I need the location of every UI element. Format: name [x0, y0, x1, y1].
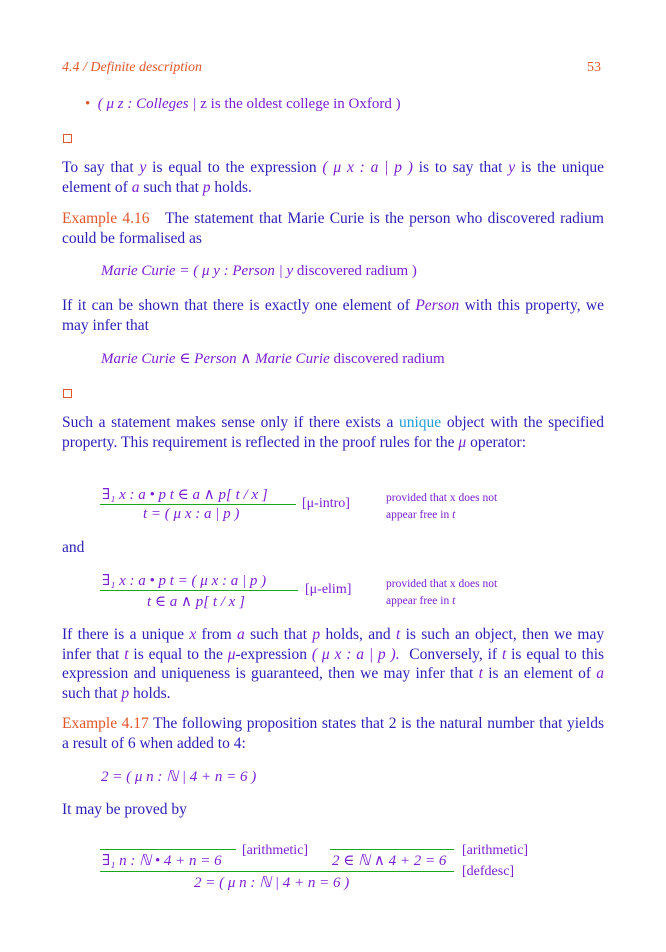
- inference-line: [100, 590, 298, 591]
- rule-name: [μ-elim]: [305, 582, 352, 597]
- display-equation-1: Marie Curie = ( μ y : Person | y discovered radium ): [101, 263, 417, 279]
- bullet-item: [85, 96, 401, 113]
- display-equation-3: 2 = ( μ n : ℕ | 4 + n = 6 ): [101, 769, 257, 785]
- section-number: 4.4: [62, 60, 80, 75]
- page-number: 53: [587, 60, 601, 75]
- inference-line: [100, 504, 296, 505]
- rule-name: [μ-intro]: [302, 496, 350, 511]
- rule-conclusion: t ∈ a ∧ p[ t / x ]: [147, 594, 245, 610]
- proof-conclusion: 2 = ( μ n : ℕ | 4 + n = 6 ): [194, 875, 350, 891]
- left-premise: ∃₁ n : ℕ • 4 + n = 6: [102, 853, 222, 869]
- end-of-example-mark: [63, 134, 72, 143]
- section-title: Definite description: [90, 60, 202, 75]
- rule-name: [arithmetic]: [462, 843, 529, 858]
- inference-line: [100, 849, 236, 850]
- example-4-16: [62, 209, 604, 248]
- running-header: [62, 60, 202, 76]
- rule-name: [arithmetic]: [242, 843, 309, 858]
- example-label: Example 4.16: [62, 210, 150, 227]
- inference-line: [100, 871, 454, 872]
- bullet-text: z is the oldest college in Oxford ): [200, 96, 401, 112]
- highlighted-term: unique: [398, 414, 442, 431]
- bullet-expression: ( μ z : Colleges |: [97, 96, 197, 112]
- example-4-17: [62, 714, 604, 753]
- proved-by-text: It may be proved by: [62, 801, 187, 818]
- paragraph-uniqueness: Such a statement makes sense only if there exists a unique object with the specified property. This requirement is reflected in the proof rules for the μ operator:: [62, 414, 605, 451]
- rule-premise: ∃₁ x : a • p t = ( μ x : a | p ): [102, 573, 267, 589]
- paragraph-intro: To say that y is equal to the expression ( μ x : a | p ) is to say that y is the unique element of a such that p holds.: [62, 159, 605, 196]
- right-premise: 2 ∈ ℕ ∧ 4 + 2 = 6: [332, 853, 447, 869]
- inference-line: [330, 849, 454, 850]
- rule-conclusion: t = ( μ x : a | p ): [143, 506, 240, 522]
- bullet-icon: •: [85, 96, 91, 112]
- rule-premise: ∃₁ x : a • p t ∈ a ∧ p[ t / x ]: [102, 487, 268, 503]
- example-text: The statement that Marie Curie is the person who discovered radium could be formalised as: [62, 210, 604, 247]
- end-of-example-mark: [63, 389, 72, 398]
- connective-and: and: [62, 539, 85, 556]
- header-separator: /: [83, 60, 87, 75]
- example-text: The following proposition states that 2 is the natural number that yields a result of 6 when added to 4:: [62, 715, 604, 752]
- paragraph-rule-explanation: If there is a unique x from a such that p holds, and t is such an object, then we may infer that t is equal to the μ-expression ( μ x : a | p ). Conversely, if t is equal to this expression and uniqueness is guaranteed, then we may infer that t is an element of a such that p holds.: [62, 626, 605, 702]
- rule-name: [defdesc]: [462, 864, 515, 879]
- display-equation-2: Marie Curie ∈ Person ∧ Marie Curie discovered radium: [101, 351, 445, 367]
- paragraph-after-example: If it can be shown that there is exactly one element of Person with this property, we may infer that: [62, 297, 605, 334]
- example-label: Example 4.17: [62, 715, 149, 732]
- rule-proviso: provided that x does not appear free in t: [386, 492, 498, 521]
- rule-proviso: provided that x does not appear free in t: [386, 578, 498, 607]
